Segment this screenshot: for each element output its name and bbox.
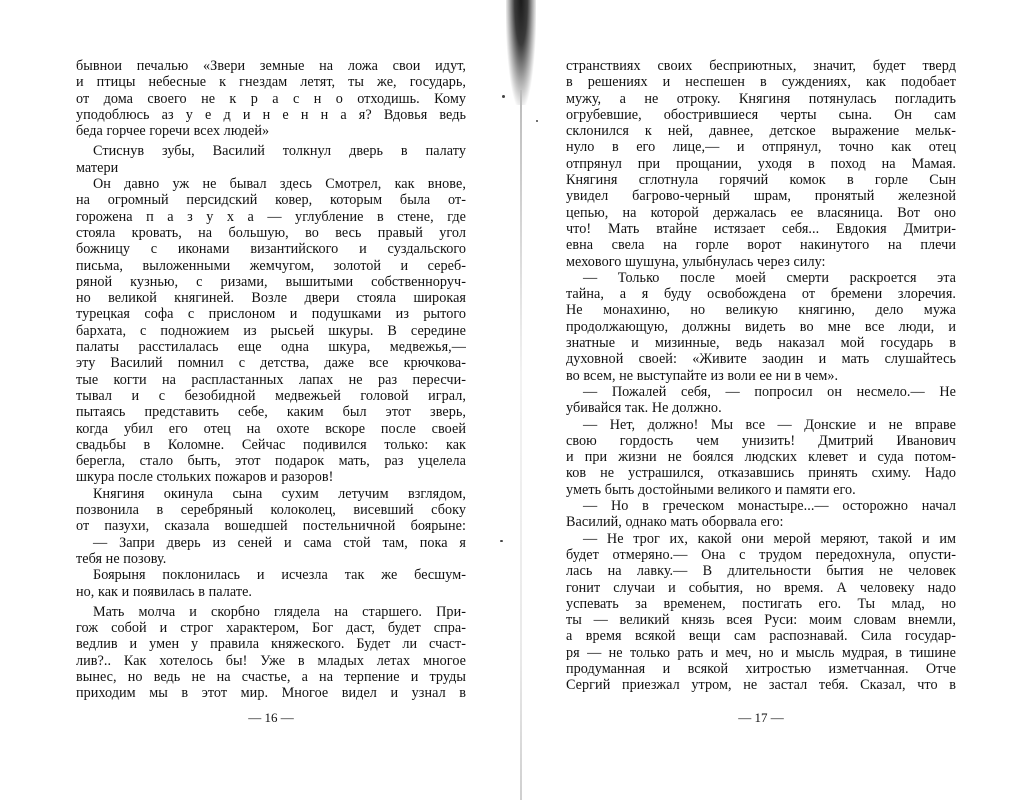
text-line: турецкая софа с прислоном и подушками из рытого [76, 306, 466, 323]
text-line: лив?.. Как хотелось бы! Уже в младых летах многое [76, 652, 466, 669]
text-line: во всем, не выступайте из воли ее ни в чем». [566, 367, 839, 384]
text-line: матери [76, 159, 119, 176]
text-line: на огромный персидский ковер, которым была от- [76, 192, 466, 209]
text-line: мехового шушуна, улыбнулась через силу: [566, 253, 826, 270]
text-line: огрубевшие, обострившиеся черты сына. Он сам [566, 106, 956, 123]
text-line: стояла кровать, на большую, во весь правый угол [76, 224, 466, 241]
text-line: евна свела на горле ворот накинутого на плечи [566, 237, 956, 254]
text-line: в решениях и неспешен в суждениях, как подобает [566, 74, 956, 91]
text-line: от пазухи, сказала вошедшей постельничной боярыне: [76, 518, 466, 535]
text-line: письма, выложенными жемчугом, золотой и сереб- [76, 257, 466, 274]
text-line: что! Мать втайне истязает себя... Евдокия Дмитри- [566, 220, 956, 237]
text-line: пытаясь представить себе, каким был этот зверь, [76, 404, 466, 421]
scan-speck [500, 540, 503, 542]
text-line: ты — великий князь всея Руси: моим словам внемли, [566, 612, 956, 629]
text-line: и при жизни не боялся людских клевет и суда потом- [566, 449, 956, 466]
text-line: свою гордость чем унизить! Дмитрий Иванович [566, 432, 956, 449]
text-line: гонит случаи и события, но время. А человеку надо [566, 579, 956, 596]
text-line: нуло в его лице,— и отпрянул, точно как отец [566, 139, 956, 156]
left-page [76, 58, 466, 702]
text-line: ведлив и умен у правила княжеского. Будет ли счаст- [76, 636, 466, 653]
gutter-fold [520, 90, 522, 800]
text-line: вынес, но ведь не на счастье, а на терпение и труды [76, 668, 466, 685]
text-line: горожена п а з у х а — углубление в стене, где [76, 208, 466, 225]
text-line: продолжающую, должны видеть во мне все люди, и [566, 318, 956, 335]
text-line: ков не устрашился, отказавшись принять схиму. Надо [566, 465, 956, 482]
text-line: мужу, а не отроку. Княгиня потянулась погладить [566, 90, 956, 107]
text-line: Княгиня сглотнула горячий комок в горле Сын [566, 172, 956, 189]
text-line: от дома своего не к р а с н о отходишь. Кому [76, 90, 466, 107]
text-line: тебя не позову. [76, 550, 167, 567]
page-number-right: — 17 — [738, 710, 784, 725]
text-line: Он давно уж не бывал здесь Смотрел, как вновe, [93, 176, 466, 193]
text-line: беда горчее горечи всех людей» [76, 123, 270, 140]
text-line: цепью, на которой держалась ее власяница. Вот оно [566, 204, 956, 221]
text-line: свадьбы в Коломне. Сейчас подивился только: как [76, 436, 466, 453]
text-line: — Но в греческом монастыре...— осторожно начал [583, 498, 956, 515]
text-line: — Не трог их, какой они мерой меряют, такой и им [583, 530, 956, 547]
text-line: Боярыня поклонилась и исчезла так же бесшум- [93, 567, 466, 584]
text-line: продуманная и всякой хитростью изметчанная. Отче [566, 660, 956, 677]
scan-speck [502, 95, 505, 98]
text-line: шкура после стольких пожаров и разоров! [76, 469, 334, 486]
text-line: но, как и появилась в палате. [76, 583, 253, 600]
text-line: и птицы небесные к гнездам летят, ты же, государь, [76, 74, 466, 91]
text-line: ря — не только рать и меч, но и мысль мудрая, в тишине [566, 644, 956, 661]
text-line: Мать молча и скорбно глядела на старшего. При- [93, 603, 466, 620]
text-line: бывнои печалью «Звери земные на ложа свои идут, [76, 58, 466, 74]
text-line: Сергий приезжал утром, не застал тебя. Сказал, что в [566, 677, 956, 694]
text-line: — Только после моей смерти раскроется эта [583, 269, 956, 286]
text-line: ряной кузнью, с ризами, вышитыми собственноруч- [76, 273, 466, 290]
text-line: успевать за временем, постигать его. Ты млад, но [566, 595, 956, 612]
text-line: Не монахиню, но великую княгиню, дело мужа [566, 302, 956, 319]
text-line: будет отмеряно.— Она с трудом передохнула, опусти- [566, 546, 956, 563]
text-line: Стиснув зубы, Василий толкнул дверь в палату [93, 143, 466, 160]
text-line: эту Василий помнил с детства, даже все крючкова- [76, 355, 466, 372]
text-line: приходим мы в этот мир. Многое видел и узнал в [76, 685, 466, 702]
text-line: но великой княгиней. Возле двери стояла широкая [76, 290, 466, 307]
text-line: божницу с иконами византийского и суздальского [76, 241, 466, 258]
text-line: — Пожалей себя, — попросил он несмело.— Не [583, 383, 956, 400]
text-line: знатные и мизинные, ведь наказал мой государь в [566, 335, 956, 352]
scan-speck [536, 120, 538, 122]
text-line: уподоблюсь аз у е д и н е н н а я? Вдовья ведь [76, 106, 466, 123]
text-line: а время всякой вещи сам распознавай. Сила государ- [566, 628, 956, 645]
text-line: — Запри дверь из сеней и сама стой там, пока я [93, 534, 466, 551]
text-line: духовной своей: «Живите заодин и мать слушайтесь [566, 351, 956, 368]
text-line: странствиях своих бесприютных, значит, будет тверд [566, 58, 956, 74]
text-line: когда убил его отец на охоте вскоре после своей [76, 420, 466, 437]
text-line: склонился к ней, давнее, детское выражение мельк- [566, 123, 956, 140]
text-line: палаты расстилалась еще одна шкура, медвежья,— [76, 339, 466, 356]
text-line: тайна, а я буду освобождена от бремени злоречия. [566, 286, 956, 303]
text-line: берегла, стало быть, этот подарок мать, раз уцелела [76, 453, 466, 470]
text-line: уметь быть достойными великого и памяти его. [566, 481, 856, 498]
text-line: убивайся так. Не должно. [566, 400, 722, 417]
text-line: отпрянул при прощании, уходя в поход на Мамая. [566, 155, 956, 172]
text-line: Василий, однако мать оборвала его: [566, 514, 784, 531]
text-line: бархата, с подножием из рысьей шкуры. В середине [76, 322, 466, 339]
text-line: Княгиня окинула сына сухим летучим взглядом, [93, 485, 466, 502]
text-line: тые когти на распластанных лапах не раз пересчи- [76, 371, 466, 388]
text-line: лась на лавку.— В длительности бытия не человек [566, 563, 956, 580]
text-line: тывал и с безобидной медвежьей головой играл, [76, 387, 466, 404]
text-line: — Нет, должно! Мы все — Донские и не вправе [583, 416, 956, 433]
text-line: гож собой и строг характером, Бог даст, будет спра- [76, 620, 466, 637]
page-number-left: — 16 — [248, 710, 294, 725]
text-line: позвонила в серебряный колоколец, висевший сбоку [76, 502, 466, 519]
right-page [566, 58, 956, 694]
book-gutter [496, 0, 544, 800]
text-line: увидел багрово-черный шрам, пронятый железной [566, 188, 956, 205]
